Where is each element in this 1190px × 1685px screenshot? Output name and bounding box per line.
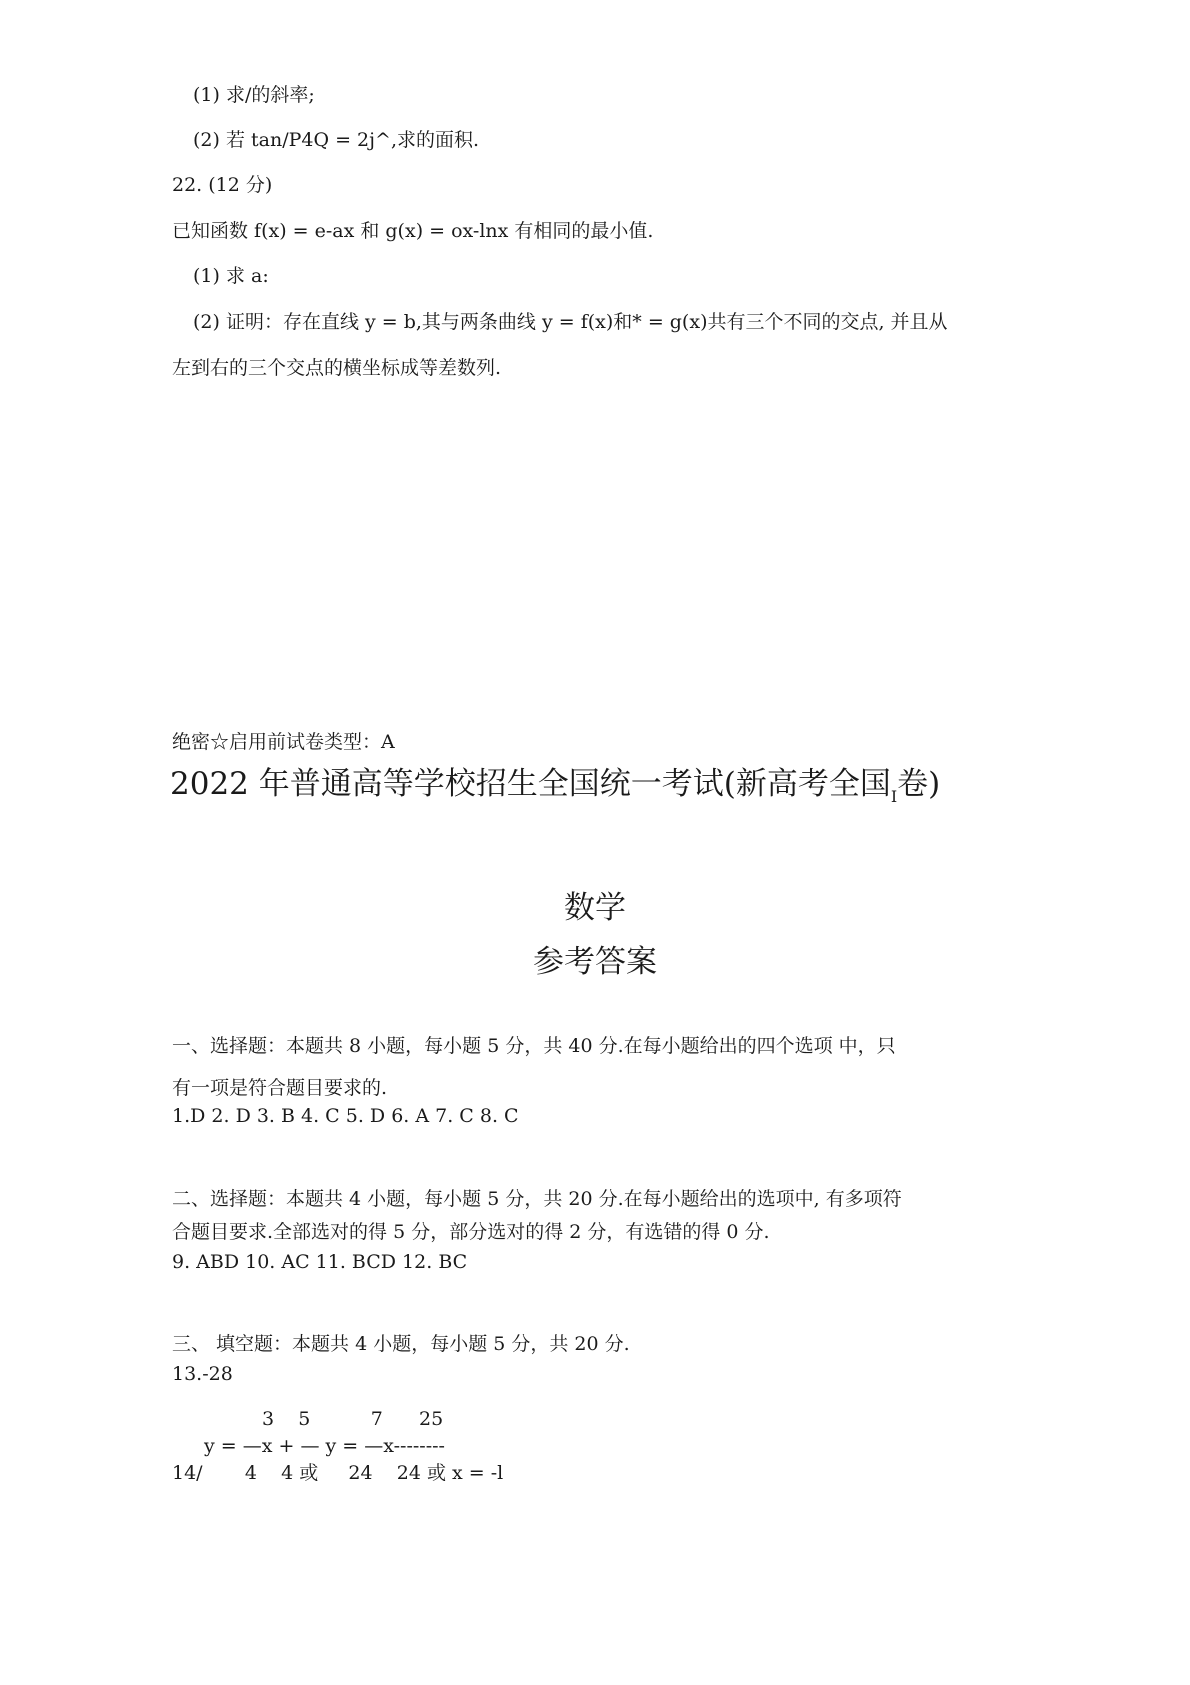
section3-line1: 三、 填空题：本题共 4 小题，每小题 5 分，共 20 分. (172, 1333, 630, 1355)
section1-answers: 1.D 2. D 3. B 4. C 5. D 6. A 7. C 8. C (172, 1105, 519, 1127)
exam-title-main: 2022 年普通高等学校招生全国统一考试(新高考全国 (170, 766, 891, 802)
secret-line: 绝密☆启用前试卷类型：A (172, 731, 395, 753)
section2-line1: 二、选择题：本题共 4 小题，每小题 5 分，共 20 分.在每小题给出的选项中, 有多项符 (172, 1188, 902, 1210)
section2-line2: 合题目要求.全部选对的得 5 分，部分选对的得 2 分，有选错的得 0 分. (172, 1221, 770, 1243)
q21-sub1: (1) 求/的斜率; (193, 84, 315, 106)
doc-type-title: 参考答案 (533, 944, 657, 980)
subject-title: 数学 (564, 890, 626, 926)
q21-sub2: (2) 若 tan/P4Q = 2j^,求的面积. (193, 129, 480, 151)
q22-sub2-line1: (2) 证明：存在直线 y = b,其与两条曲线 y = f(x)和* = g(x)共有三个不同的交点, 并且从 (193, 311, 948, 333)
exam-title-end: 卷) (897, 766, 941, 802)
exam-title (170, 764, 940, 817)
q22-header: 22. (12 分) (172, 174, 273, 196)
section1-line1: 一、选择题：本题共 8 小题，每小题 5 分，共 40 分.在每小题给出的四个选项 中，只 (172, 1035, 896, 1057)
q22-stem: 已知函数 f(x) = e-ax 和 g(x) = ox-lnx 有相同的最小值. (172, 220, 654, 242)
q22-sub1: (1) 求 a: (193, 265, 269, 287)
exam-title-sub: I (890, 787, 898, 806)
section1-line2: 有一项是符合题目要求的. (172, 1077, 388, 1099)
answer-14-numerators: 3 5 7 25 (262, 1408, 444, 1430)
answer-14-denominators: 14/ 4 4 或 24 24 或 x = -l (172, 1462, 504, 1484)
answer-14-equations: y = —x + — y = —x-------- (204, 1435, 445, 1457)
q22-sub2-line2: 左到右的三个交点的横坐标成等差数列. (172, 357, 502, 379)
section2-answers: 9. ABD 10. AC 11. BCD 12. BC (172, 1251, 468, 1273)
answer-13: 13.-28 (172, 1363, 233, 1385)
